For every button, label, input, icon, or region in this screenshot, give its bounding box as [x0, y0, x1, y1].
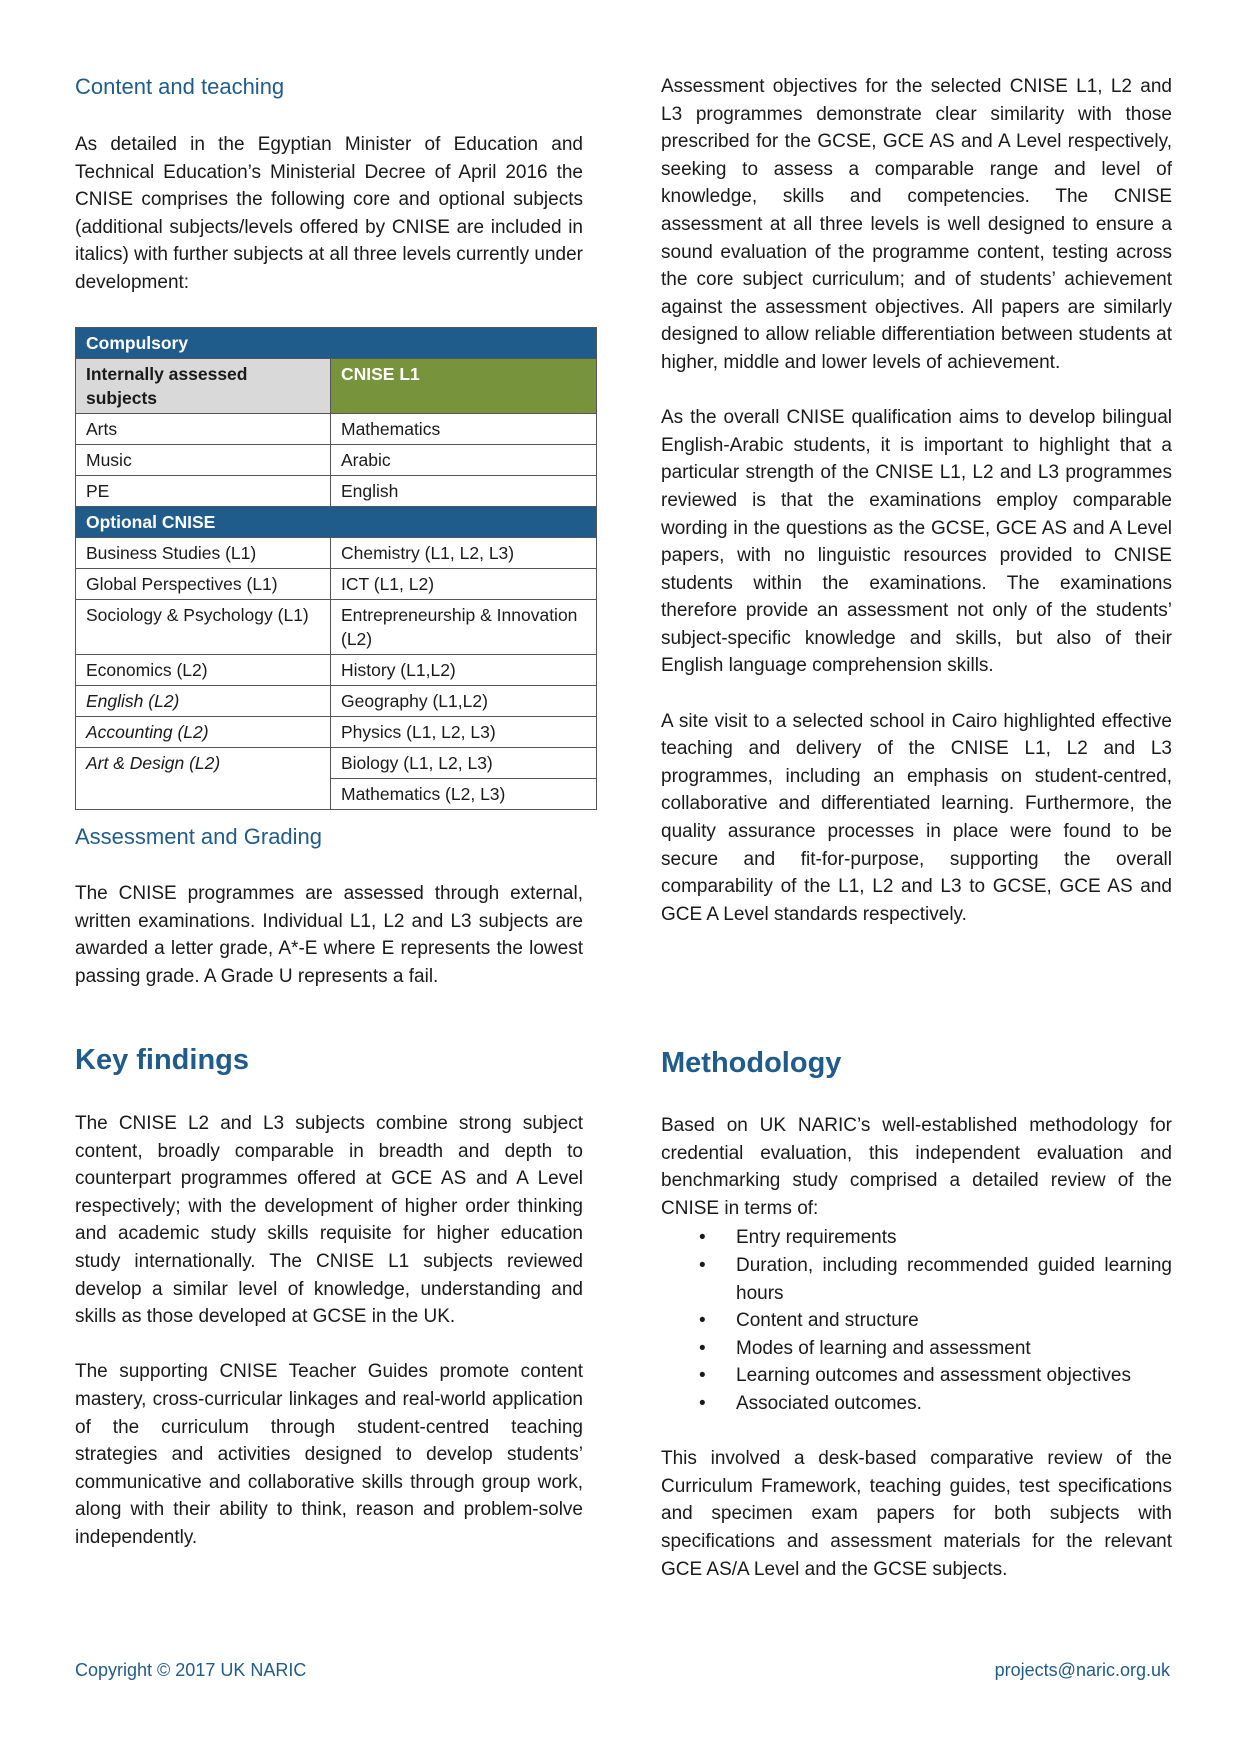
right-paragraph-1: Assessment objectives for the selected CNISE L1, L2 and L3 programmes demonstrate clear similarity with those prescribed for the GCSE, GCE AS and A Level respectively, seeking to assess a comparable range and level of knowledge, skills and competencies. The CNISE assessment at all three levels is well designed to ensure a sound evaluation of the programme content, testing across the core subject curriculum; and of students’ achievement against the assessment objectives. All papers are similarly designed to allow reliable differentiation between students at higher, middle and lower levels of achievement. — [661, 76, 1172, 373]
bullet-icon: • — [699, 1254, 706, 1276]
cell-left: Art & Design (L2) — [76, 748, 331, 810]
bullet-icon: • — [699, 1337, 706, 1359]
cell-left: Sociology & Psychology (L1) — [76, 600, 331, 655]
bullet-icon: • — [699, 1227, 706, 1249]
methodology-closing: This involved a desk-based comparative review of the Curriculum Framework, teaching guides, test specifications and specimen exam papers for both subjects with specifications and assessment materials for the relevant GCE AS/A Level and the GCSE subjects. — [661, 1448, 1172, 1580]
cell-right: Entrepreneurship & Innovation (L2) — [331, 600, 597, 655]
assessment-paragraph: The CNISE programmes are assessed through external, written examinations. Individual L1, L2 and L3 subjects are awarded a letter grade, A*-E where E represents the lowest passing grade. A Grade U represents a fail. — [75, 883, 583, 987]
list-item — [661, 1335, 1172, 1363]
cell-left: Arts — [76, 414, 331, 445]
cell-right: Physics (L1, L2, L3) — [331, 717, 597, 748]
methodology-list — [661, 1224, 1172, 1417]
subjects-table — [75, 327, 597, 810]
optional-band — [76, 507, 597, 538]
cell-left: Economics (L2) — [76, 655, 331, 686]
list-item — [661, 1307, 1172, 1335]
list-item — [661, 1224, 1172, 1252]
methodology-heading: Methodology — [661, 1047, 842, 1079]
list-item — [661, 1362, 1172, 1390]
cell-right: Mathematics — [331, 414, 597, 445]
cell-right: Geography (L1,L2) — [331, 686, 597, 717]
list-item-text: Duration, including recommended guided learning hours — [736, 1254, 1172, 1304]
table-row — [76, 655, 597, 686]
table-row — [76, 476, 597, 507]
cell-left: PE — [76, 476, 331, 507]
cell-left: Accounting (L2) — [76, 717, 331, 748]
list-item — [661, 1390, 1172, 1418]
cell-right: History (L1,L2) — [331, 655, 597, 686]
cnise-header: CNISE L1 — [331, 359, 597, 414]
list-item-text: Content and structure — [736, 1310, 919, 1332]
cell-left: Music — [76, 445, 331, 476]
cell-left: Global Perspectives (L1) — [76, 569, 331, 600]
table-row — [76, 569, 597, 600]
bullet-icon: • — [699, 1392, 706, 1414]
bullet-icon: • — [699, 1365, 706, 1387]
key-findings-heading: Key findings — [75, 1044, 250, 1076]
table-row — [76, 445, 597, 476]
cell-left: Business Studies (L1) — [76, 538, 331, 569]
key-findings-paragraph-2: The supporting CNISE Teacher Guides promote content mastery, cross-curricular linkages and real-world application of the curriculum through student-centred teaching strategies and activities designed to develop students’ communicative and collaborative skills through group work, along with their ability to think, reason and problem-solve independently. — [75, 1361, 583, 1548]
key-findings-paragraph-1: The CNISE L2 and L3 subjects combine strong subject content, broadly comparable in breadth and depth to counterpart programmes offered at GCE AS and A Level respectively; with the development of higher order thinking and academic study skills requisite for higher education study internationally. The CNISE L1 subjects reviewed develop a similar level of knowledge, understanding and skills as those developed at GCSE in the UK. — [75, 1113, 583, 1328]
list-item-text: Associated outcomes. — [736, 1392, 922, 1414]
table-row — [76, 717, 597, 748]
table-row — [76, 686, 597, 717]
content-teaching-heading: Content and teaching — [75, 74, 285, 99]
bullet-icon: • — [699, 1310, 706, 1332]
table-row — [76, 600, 597, 655]
table-row — [76, 414, 597, 445]
table-row — [76, 748, 597, 779]
cell-right: ICT (L1, L2) — [331, 569, 597, 600]
list-item-text: Modes of learning and assessment — [736, 1337, 1031, 1359]
compulsory-label: Compulsory — [76, 328, 597, 359]
optional-label: Optional CNISE — [76, 507, 597, 538]
methodology-intro: Based on UK NARIC’s well-established methodology for credential evaluation, this independent evaluation and benchmarking study comprised a detailed review of the CNISE in terms of: — [661, 1115, 1172, 1219]
right-paragraph-3: A site visit to a selected school in Cairo highlighted effective teaching and delivery of the CNISE L1, L2 and L3 programmes, including an emphasis on student-centred, collaborative and differentiated learning. Furthermore, the quality assurance processes in place were found to be secure and fit-for-purpose, supporting the overall comparability of the L1, L2 and L3 to GCSE, GCE AS and GCE A Level standards respectively. — [661, 710, 1172, 925]
cell-right: Mathematics (L2, L3) — [331, 779, 597, 810]
internal-header: Internally assessed subjects — [76, 359, 331, 414]
right-paragraph-2: As the overall CNISE qualification aims to develop bilingual English-Arabic students, it is important to highlight that a particular strength of the CNISE L1, L2 and L3 programmes reviewed is that the examinations employ comparable wording in the questions as the GCSE, GCE AS and A Level papers, with no linguistic resources provided to CNISE students within the examinations. The examinations therefore provide an assessment not only of the students’ subject-specific knowledge and skills, but also of their English language comprehension skills. — [661, 407, 1172, 677]
cell-right: Biology (L1, L2, L3) — [331, 748, 597, 779]
footer-email-link[interactable]: projects@naric.org.uk — [994, 1660, 1170, 1680]
compulsory-band — [76, 328, 597, 359]
assessment-heading: Assessment and Grading — [75, 824, 323, 849]
table-row — [76, 538, 597, 569]
list-item — [661, 1252, 1172, 1307]
cell-right: English — [331, 476, 597, 507]
content-teaching-paragraph: As detailed in the Egyptian Minister of Education and Technical Education’s Ministerial Decree of April 2016 the CNISE comprises the following core and optional subjects (additional subjects/levels offered by CNISE are included in italics) with further subjects at all three levels currently under development: — [75, 134, 583, 293]
cell-right: Chemistry (L1, L2, L3) — [331, 538, 597, 569]
cell-left: English (L2) — [76, 686, 331, 717]
cell-right: Arabic — [331, 445, 597, 476]
footer-copyright: Copyright © 2017 UK NARIC — [75, 1660, 307, 1680]
list-item-text: Learning outcomes and assessment objectives — [736, 1365, 1132, 1387]
list-item-text: Entry requirements — [736, 1227, 897, 1249]
table-header-row — [76, 359, 597, 414]
